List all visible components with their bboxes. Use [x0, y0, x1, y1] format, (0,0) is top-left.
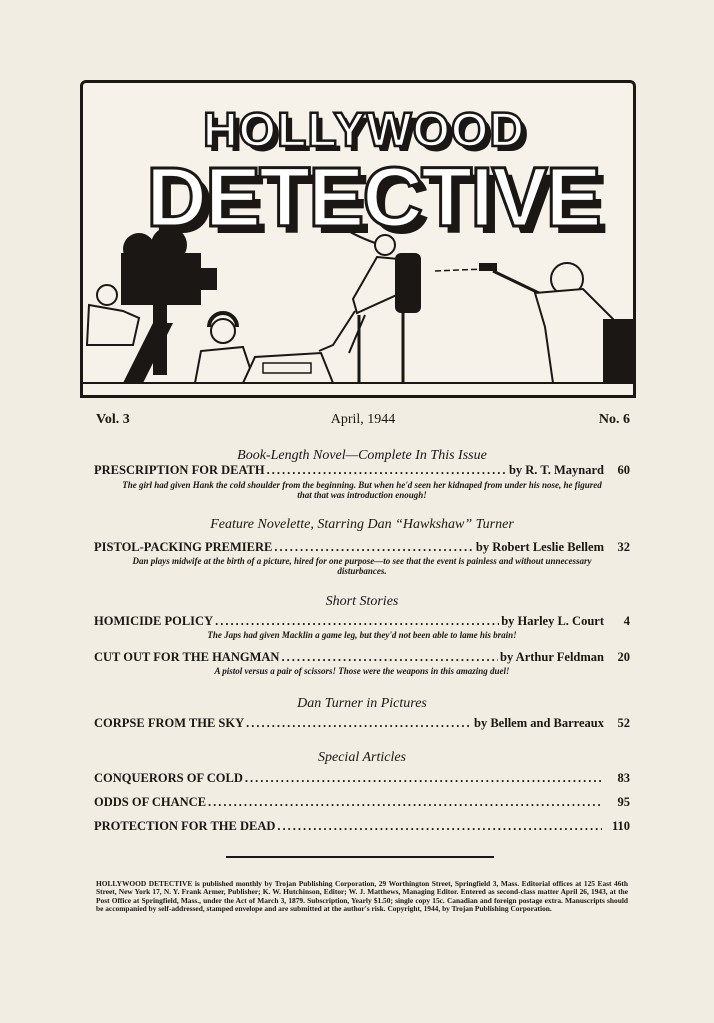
logo-detective: DETECTIVE [146, 150, 600, 244]
story-author: by R. T. Maynard [508, 463, 604, 477]
divider-rule [226, 856, 494, 858]
story-page: 4 [623, 614, 630, 628]
story-author: by Bellem and Barreaux [474, 716, 604, 730]
toc-entry[interactable] [94, 716, 630, 734]
masthead-illustration [80, 80, 636, 398]
story-page: 83 [617, 771, 630, 785]
story-page: 110 [611, 819, 630, 833]
section-heading: Book-Length Novel—Complete In This Issue [237, 448, 487, 463]
section-heading: Special Articles [318, 750, 406, 765]
story-page: 20 [617, 650, 630, 664]
sound-console [243, 353, 333, 383]
issue-info [96, 412, 630, 434]
leader-dots [215, 614, 499, 629]
section-heading: Dan Turner in Pictures [297, 696, 427, 711]
story-page: 52 [617, 716, 630, 730]
story-blurb: Dan plays midwife at the birth of a picture, hired for one purpose—to see that the event is painless and without unnecessary disturbances. [132, 556, 592, 576]
sound-man-figure [195, 313, 255, 383]
story-title: CORPSE FROM THE SKY [94, 716, 245, 730]
section-heading: Short Stories [325, 594, 399, 609]
issue-number: No. 6 [598, 412, 630, 427]
story-title: PROTECTION FOR THE DEAD [94, 819, 276, 833]
issue-volume: Vol. 3 [96, 412, 130, 427]
logo-hollywood: HOLLYWOOD [203, 104, 525, 157]
story-author: by Arthur Feldman [500, 650, 604, 664]
story-title: ODDS OF CHANCE [94, 795, 207, 809]
story-page: 32 [617, 540, 630, 554]
story-blurb: The girl had given Hank the cold shoulder from the beginning. But when he'd seen her kidnaped from under his nose, he figured that that was introduction enough! [122, 480, 602, 500]
publication-imprint: HOLLYWOOD DETECTIVE is published monthly by Trojan Publishing Corporation, 29 Worthington Street, Springfield 3, Mass. Editorial offices at 125 East 46th Street, New York 17, N. Y. Frank Armer, Publisher; K. W. Hutchinson, Editor; W. J. Matthews, Managing Editor. Entered as second-class matter April 26, 1943, at the Post Office at Springfield, Mass., under the Act of March 3, 1879. Subscription, Yearly $1.50; single copy 15c. Canadian and foreign postage extra. Manuscripts should be accompanied by self-addressed, stamped envelope and are submitted at the author's risk. Copyright, 1944, by Trojan Publishing Corporation. [96, 879, 628, 914]
leader-dots [274, 540, 474, 555]
leader-dots [267, 463, 507, 478]
story-author: by Harley L. Court [501, 614, 604, 628]
toc-entry[interactable] [94, 771, 630, 789]
section-heading: Feature Novelette, Starring Dan “Hawkshaw” Turner [210, 517, 514, 532]
story-title: HOMICIDE POLICY [94, 614, 214, 628]
leader-dots [281, 650, 498, 665]
story-blurb: The Japs had given Macklin a game leg, but they'd not been able to lame his brain! [207, 630, 517, 640]
story-title: PISTOL-PACKING PREMIERE [94, 540, 273, 554]
toc-entry[interactable] [94, 463, 630, 481]
actress-figure [319, 225, 421, 383]
story-author: by Robert Leslie Bellem [475, 540, 604, 554]
toc-entry[interactable] [94, 819, 630, 837]
story-title: PRESCRIPTION FOR DEATH [94, 463, 265, 477]
story-blurb: A pistol versus a pair of scissors! Those were the weapons in this amazing duel! [214, 666, 510, 676]
story-page: 60 [617, 463, 630, 477]
leader-dots [246, 716, 472, 731]
toc-entry[interactable] [94, 795, 630, 813]
gunman-figure [479, 263, 633, 383]
leader-dots [208, 795, 602, 810]
story-title: CUT OUT FOR THE HANGMAN [94, 650, 280, 664]
story-page: 95 [617, 795, 630, 809]
issue-date: April, 1944 [330, 412, 396, 427]
leader-dots [277, 819, 602, 834]
story-title: CONQUERORS OF COLD [94, 771, 243, 785]
leader-dots [245, 771, 602, 786]
